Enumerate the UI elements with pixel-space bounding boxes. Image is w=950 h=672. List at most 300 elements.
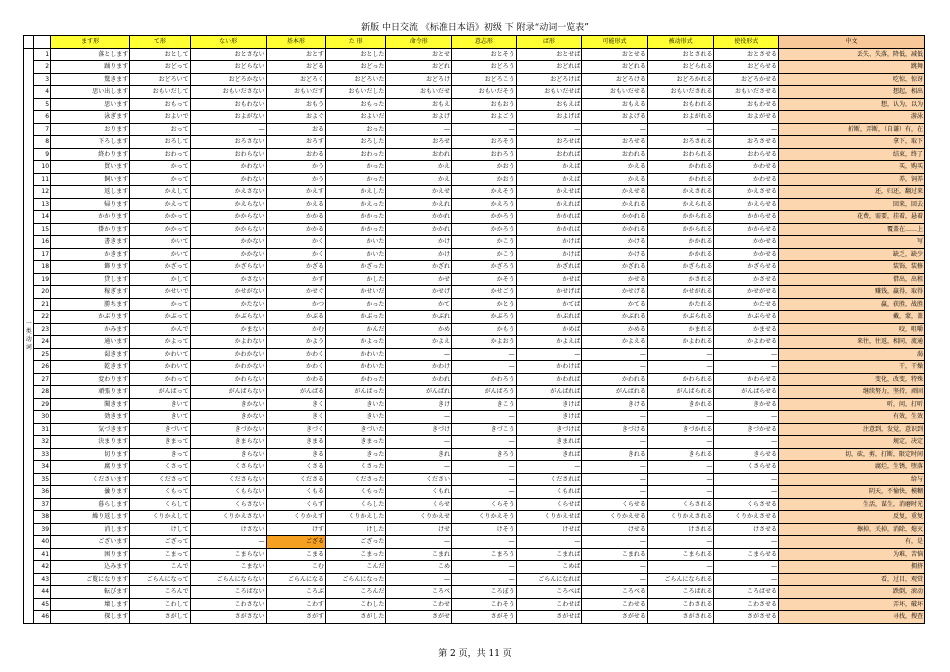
row-number: 4 [34,86,51,99]
conjugation-cell: かたれる [647,298,714,311]
conjugation-cell: くらした [326,498,386,511]
conjugation-cell: かせげ [386,286,452,299]
conjugation-cell: くさらない [190,461,266,474]
conjugation-cell: かかせる [714,236,779,249]
conjugation-cell: おとさせる [714,48,779,61]
row-number: 29 [34,398,51,411]
conjugation-cell: かった [326,298,386,311]
conjugation-cell: おもった [326,98,386,111]
table-row [24,298,925,311]
conjugation-cell: こわされる [647,598,714,611]
conjugation-cell: きいて [130,411,190,424]
conjugation-cell: かむ [266,323,325,336]
row-number: 26 [34,361,51,374]
conjugation-cell: かせごう [452,286,517,299]
conjugation-cell: かぶった [326,311,386,324]
conjugation-cell: かわかない [190,348,266,361]
conjugation-cell: くさった [326,461,386,474]
row-number: 17 [34,248,51,261]
conjugation-cell: かよって [130,336,190,349]
chinese-meaning-cell: 有效，生效 [779,411,925,424]
conjugation-cell: かわれば [516,373,582,386]
table-row [24,561,925,574]
conjugation-cell: かえせる [582,186,648,199]
conjugation-cell: — [386,348,452,361]
row-number: 9 [34,148,51,161]
conjugation-cell: — [714,473,779,486]
chinese-meaning-cell: 阴天，不愉快，模糊 [779,486,925,499]
conjugation-cell: 思います [51,98,130,111]
table-row [24,236,925,249]
conjugation-cell: — [452,436,517,449]
conjugation-cell: くりかえせば [516,511,582,524]
conjugation-cell: けして [130,523,190,536]
conjugation-cell: 踊ります [51,61,130,74]
conjugation-cell: — [386,123,452,136]
conjugation-cell: 気づきます [51,423,130,436]
conjugation-cell: かかって [130,223,190,236]
table-row [24,73,925,86]
conjugation-cell: ござった [326,536,386,549]
chinese-meaning-cell: 渴 [779,348,925,361]
conjugation-cell: こんで [130,561,190,574]
conjugation-cell: かく [266,236,325,249]
highlighted-cell: ござる [266,536,325,549]
conjugation-cell: かかられる [647,223,714,236]
conjugation-cell: — [647,411,714,424]
conjugation-cell: おもう [266,98,325,111]
conjugation-cell: かかれる [647,236,714,249]
table-row [24,223,925,236]
conjugation-cell: かえれ [386,198,452,211]
conjugation-cell: かからない [190,211,266,224]
conjugation-cell: おとそう [452,48,517,61]
conjugation-cell: かせ [386,273,452,286]
conjugation-cell: おどって [130,61,190,74]
chinese-meaning-cell: 写 [779,236,925,249]
conjugation-cell: かよわせる [714,336,779,349]
conjugation-cell: さがそう [452,611,517,624]
column-header: 被动形式 [647,36,714,49]
conjugation-cell: — [386,573,452,586]
conjugation-cell: かぶれ [386,311,452,324]
table-row [24,611,925,624]
conjugation-cell: 泳ぎます [51,111,130,124]
conjugation-cell: およごう [452,111,517,124]
conjugation-cell: 転びます [51,586,130,599]
conjugation-cell: こわさない [190,598,266,611]
conjugation-cell: かざられる [647,261,714,274]
conjugation-cell: くださって [130,473,190,486]
conjugation-cell: くもって [130,486,190,499]
conjugation-cell: くだされば [516,473,582,486]
conjugation-cell: かかない [190,236,266,249]
conjugation-cell: おもえ [386,98,452,111]
conjugation-cell: かかれば [516,223,582,236]
conjugation-cell: かめ [386,323,452,336]
row-number: 11 [34,173,51,186]
conjugation-cell: おとせ [386,48,452,61]
conjugation-cell: くらさない [190,498,266,511]
table-row [24,98,925,111]
conjugation-cell: おろせば [516,136,582,149]
row-number: 44 [34,586,51,599]
conjugation-cell: きけ [386,398,452,411]
row-number: 8 [34,136,51,149]
conjugation-cell: かう [266,173,325,186]
row-number: 43 [34,573,51,586]
conjugation-cell: かえる [266,198,325,211]
conjugation-cell: ごらんになって [130,573,190,586]
table-row [24,423,925,436]
conjugation-cell: くりかえして [130,511,190,524]
conjugation-cell: かつ [266,298,325,311]
chinese-meaning-cell: 腐烂，生锈，堕落 [779,461,925,474]
conjugation-cell: きいた [326,411,386,424]
conjugation-cell: かって [130,298,190,311]
conjugation-cell: おどれる [582,61,648,74]
chinese-meaning-cell: 想，认为，以为 [779,98,925,111]
conjugation-cell: ころんだ [326,586,386,599]
conjugation-cell: — [582,486,648,499]
conjugation-cell: きづけ [386,423,452,436]
chinese-meaning-cell: 切，砍，剪，打断，限定时间 [779,448,925,461]
row-number: 18 [34,261,51,274]
conjugation-cell: がんばられる [647,386,714,399]
conjugation-cell: 効きます [51,411,130,424]
conjugation-cell: かせがれる [647,286,714,299]
table-row [24,336,925,349]
conjugation-cell: かわせる [714,173,779,186]
conjugation-cell: くりかえせる [582,511,648,524]
conjugation-cell: — [516,536,582,549]
conjugation-cell: さがされる [647,611,714,624]
conjugation-cell: おどろけ [386,73,452,86]
conjugation-cell: かよえば [516,336,582,349]
table-row [24,573,925,586]
conjugation-cell: かわる [266,373,325,386]
row-number: 37 [34,498,51,511]
chinese-meaning-cell: 折断，弄断，（自谦）有，在 [779,123,925,136]
conjugation-cell: — [386,536,452,549]
conjugation-cell: こまない [190,561,266,574]
chinese-meaning-cell: 看，过目，观赏 [779,573,925,586]
chinese-meaning-cell: 养，饲养 [779,173,925,186]
row-number: 2 [34,61,51,74]
conjugation-cell: かかれば [516,211,582,224]
conjugation-cell: かたない [190,298,266,311]
conjugation-cell: かせげる [582,286,648,299]
conjugation-cell: ころぶ [266,586,325,599]
chinese-meaning-cell: 吃惊，惊讶 [779,73,925,86]
chinese-meaning-cell: 游泳 [779,111,925,124]
conjugation-cell: おって [130,123,190,136]
conjugation-cell: — [582,361,648,374]
conjugation-cell: こまれば [516,548,582,561]
chinese-meaning-cell: 结束，终了 [779,148,925,161]
conjugation-cell: かえせ [386,186,452,199]
table-row [24,148,925,161]
row-number: 30 [34,411,51,424]
row-number: 31 [34,423,51,436]
conjugation-cell: きく [266,398,325,411]
conjugation-cell: かいた [326,236,386,249]
chinese-meaning-cell: 覆盖在……上 [779,223,925,236]
conjugation-cell: こまった [326,548,386,561]
conjugation-cell: くらされる [647,498,714,511]
conjugation-cell: 思い出します [51,86,130,99]
column-header: 使役形式 [714,36,779,49]
table-row [24,48,925,61]
conjugation-cell: おろされる [647,136,714,149]
row-number: 40 [34,536,51,549]
conjugation-cell: 消します [51,523,130,536]
conjugation-cell: きかせる [714,398,779,411]
conjugation-cell: およげる [582,111,648,124]
conjugation-cell: かわいた [326,348,386,361]
conjugation-cell: おろして [130,136,190,149]
conjugation-cell: おろせる [582,136,648,149]
conjugation-cell: — [647,361,714,374]
conjugation-cell: ごらんになる [266,573,325,586]
conjugation-cell: ころべる [582,586,648,599]
conjugation-cell: — [647,473,714,486]
conjugation-cell: 暮らします [51,498,130,511]
conjugation-cell: きらせる [714,448,779,461]
conjugation-cell: きいて [130,398,190,411]
chinese-meaning-cell: 拿下，取下 [779,136,925,149]
conjugation-cell: おわって [130,148,190,161]
conjugation-cell: さがして [130,611,190,624]
conjugation-cell: おとせば [516,48,582,61]
table-row [24,286,925,299]
conjugation-cell: かざれば [516,261,582,274]
conjugation-cell: さがせば [516,611,582,624]
conjugation-cell: かさせる [714,273,779,286]
conjugation-cell: 決まります [51,436,130,449]
conjugation-cell: かざった [326,261,386,274]
conjugation-cell: きらない [190,448,266,461]
table-row [24,536,925,549]
conjugation-cell: かえれば [516,198,582,211]
row-number: 19 [34,273,51,286]
conjugation-cell: きれる [582,448,648,461]
conjugation-cell: きこう [452,398,517,411]
conjugation-cell: かえらせる [714,198,779,211]
conjugation-cell: おもわせる [714,98,779,111]
conjugation-cell: おどろける [582,73,648,86]
conjugation-cell: おどろかれる [647,73,714,86]
conjugation-cell: かせる [582,273,648,286]
conjugation-cell: およがれる [647,111,714,124]
conjugation-cell: かぶらない [190,311,266,324]
conjugation-cell: きまって [130,436,190,449]
conjugation-cell: かかる [266,211,325,224]
conjugation-cell: 切ります [51,448,130,461]
conjugation-cell: 返します [51,186,130,199]
conjugation-cell: おった [326,123,386,136]
table-row [24,136,925,149]
conjugation-cell: かたせる [714,298,779,311]
conjugation-cell: きられる [647,448,714,461]
conjugation-cell: かえせば [516,186,582,199]
conjugation-cell: おとされる [647,48,714,61]
table-row [24,123,925,136]
conjugation-cell: くさる [266,461,325,474]
row-number: 36 [34,486,51,499]
conjugation-cell: — [582,536,648,549]
chinese-meaning-cell: 有，是 [779,536,925,549]
chinese-meaning-cell: 干，干燥 [779,361,925,374]
conjugation-cell: — [647,348,714,361]
conjugation-cell: かける [582,236,648,249]
conjugation-cell: きれば [516,448,582,461]
conjugation-cell: きづかせる [714,423,779,436]
table-row [24,398,925,411]
conjugation-cell: くもった [326,486,386,499]
conjugation-cell: くださいます [51,473,130,486]
conjugation-cell: — [714,123,779,136]
conjugation-cell: — [714,361,779,374]
conjugation-cell: おわられる [647,148,714,161]
conjugation-cell: おもわれる [647,98,714,111]
conjugation-cell: かきます [51,248,130,261]
conjugation-cell: おどろいた [326,73,386,86]
row-number: 15 [34,223,51,236]
conjugation-cell: くりかえす [266,511,325,524]
row-number: 42 [34,561,51,574]
chinese-meaning-cell: 借出，出租 [779,273,925,286]
row-number: 25 [34,348,51,361]
conjugation-cell: かえさない [190,186,266,199]
conjugation-cell: かみます [51,323,130,336]
conjugation-cell: かぶる [266,311,325,324]
row-number: 24 [34,336,51,349]
chinese-meaning-cell: 买，购买 [779,161,925,174]
conjugation-cell: こまらせる [714,548,779,561]
conjugation-cell: きづこう [452,423,517,436]
conjugation-cell: かざらせる [714,261,779,274]
conjugation-cell: けそう [452,523,517,536]
conjugation-cell: — [647,461,714,474]
table-row [24,461,925,474]
conjugation-cell: かわられる [647,373,714,386]
conjugation-cell: がんばれる [582,386,648,399]
conjugation-cell: かざる [266,261,325,274]
conjugation-cell: かえされる [647,186,714,199]
row-number: 38 [34,511,51,524]
conjugation-cell: 飾ります [51,261,130,274]
conjugation-cell: — [582,123,648,136]
conjugation-cell: かった [326,173,386,186]
conjugation-cell: きる [266,448,325,461]
conjugation-cell: — [714,573,779,586]
conjugation-cell: おどらせる [714,61,779,74]
conjugation-cell: かえさせる [714,186,779,199]
conjugation-cell: かせげば [516,286,582,299]
row-number: 23 [34,323,51,336]
table-row [24,161,925,174]
conjugation-cell: きまらない [190,436,266,449]
conjugation-cell: 掛かります [51,223,130,236]
conjugation-cell: かわらせる [714,373,779,386]
conjugation-cell: 渇きます [51,348,130,361]
conjugation-cell: — [582,561,648,574]
chinese-meaning-cell: 花费，需要，挂着，悬着 [779,211,925,224]
header-row [24,36,925,49]
conjugation-cell: かかられる [647,211,714,224]
conjugation-cell: おわれ [386,148,452,161]
conjugation-cell: かえる [582,161,648,174]
conjugation-cell: おもって [130,98,190,111]
conjugation-cell: かわない [190,161,266,174]
conjugation-cell: かかろう [452,211,517,224]
conjugation-cell: くもる [266,486,325,499]
column-header: ば形 [516,36,582,49]
conjugation-cell: きづける [582,423,648,436]
conjugation-cell: — [582,461,648,474]
conjugation-cell: — [452,461,517,474]
conjugation-cell: くらして [130,498,190,511]
conjugation-cell: かよおう [452,336,517,349]
conjugation-cell: かわれる [647,173,714,186]
conjugation-cell: きかれる [647,398,714,411]
table-row [24,173,925,186]
conjugation-cell: くりかえせ [386,511,452,524]
conjugation-cell: きまれば [516,436,582,449]
row-number: 7 [34,123,51,136]
conjugation-cell: おわれる [582,148,648,161]
conjugation-cell: くりかえされる [647,511,714,524]
conjugation-cell: おろさない [190,136,266,149]
conjugation-cell: かんで [130,323,190,336]
conjugation-cell: かかって [130,211,190,224]
conjugation-cell: きづいた [326,423,386,436]
conjugation-cell: かえそう [452,186,517,199]
table-row [24,498,925,511]
chinese-meaning-cell: 擦掉，关掉，消除，熄灭 [779,523,925,536]
conjugation-cell: けさない [190,523,266,536]
conjugation-cell: かされる [647,273,714,286]
group-label: 一类动词 [24,48,34,623]
conjugation-cell: おどろかない [190,73,266,86]
conjugation-cell: — [714,561,779,574]
conjugation-cell: 曇ります [51,486,130,499]
conjugation-cell: かわけば [516,361,582,374]
conjugation-cell: くりかえそう [452,511,517,524]
conjugation-cell: かかる [266,223,325,236]
conjugation-cell: かって [130,161,190,174]
table-row [24,486,925,499]
row-number: 22 [34,311,51,324]
conjugation-cell: おる [266,123,325,136]
column-header: ない形 [190,36,266,49]
conjugation-cell: かえらない [190,198,266,211]
conjugation-cell: おもえば [516,98,582,111]
conjugation-cell: さがせ [386,611,452,624]
conjugation-cell: 稼ぎます [51,286,130,299]
conjugation-cell: こわして [130,598,190,611]
conjugation-cell: こんだ [326,561,386,574]
conjugation-cell: かわって [130,373,190,386]
conjugation-cell: さがせる [582,611,648,624]
conjugation-cell: くさって [130,461,190,474]
conjugation-cell: さがさない [190,611,266,624]
conjugation-cell: こわせ [386,598,452,611]
conjugation-cell: おどった [326,61,386,74]
conjugation-cell: — [516,348,582,361]
row-number: 33 [34,448,51,461]
